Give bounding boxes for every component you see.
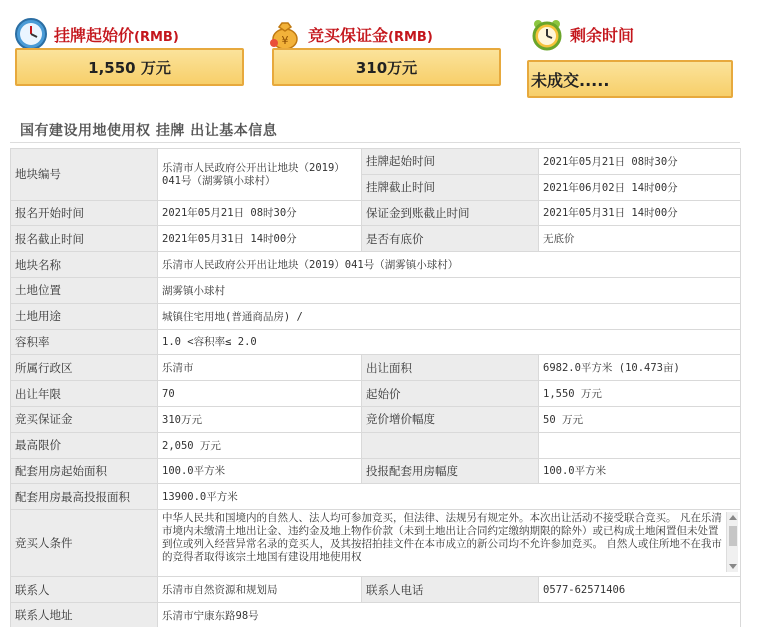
housing-step-value: 100.0平方米 xyxy=(539,458,741,484)
start-price-field-value: 1,550 万元 xyxy=(539,381,741,407)
location-label: 土地位置 xyxy=(11,277,158,303)
far-label: 容积率 xyxy=(11,329,158,355)
district-value: 乐清市 xyxy=(158,355,362,381)
housing-step-label: 投报配套用房幅度 xyxy=(362,458,539,484)
phone-value: 0577-62571406 xyxy=(539,577,741,603)
start-price-value: 1,550 万元 xyxy=(15,48,244,86)
alarm-clock-icon xyxy=(530,17,564,51)
table-row xyxy=(11,355,741,381)
deposit-deadline-label: 保证金到账截止时间 xyxy=(362,200,539,226)
listing-start-value: 2021年05月21日 08时30分 xyxy=(539,149,741,175)
signup-end-label: 报名截止时间 xyxy=(11,226,158,252)
start-price-label: 挂牌起始价(RMB) xyxy=(54,25,179,45)
table-row xyxy=(11,458,741,484)
scroll-up-arrow-icon[interactable] xyxy=(729,515,737,520)
table-row xyxy=(11,381,741,407)
max-price-value: 2,050 万元 xyxy=(158,432,362,458)
table-row xyxy=(11,602,741,627)
housing-start-label: 配套用房起始面积 xyxy=(11,458,158,484)
summary-header xyxy=(0,0,758,110)
empty-value-cell xyxy=(539,432,741,458)
district-label: 所属行政区 xyxy=(11,355,158,381)
area-value: 6982.0平方米 (10.473亩) xyxy=(539,355,741,381)
table-row xyxy=(11,200,741,226)
signup-start-label: 报名开始时间 xyxy=(11,200,158,226)
listing-start-label: 挂牌起始时间 xyxy=(362,149,539,175)
term-label: 出让年限 xyxy=(11,381,158,407)
deposit-value: 310万元 xyxy=(272,48,501,86)
area-label: 出让面积 xyxy=(362,355,539,381)
table-row xyxy=(11,329,741,355)
section-divider xyxy=(10,142,740,143)
plot-name-value: 乐清市人民政府公开出让地块（2019）041号（湖雾镇小球村） xyxy=(158,252,741,278)
remaining-label: 剩余时间 xyxy=(570,25,635,45)
start-price-field-label: 起始价 xyxy=(362,381,539,407)
section-title: 国有建设用地使用权 挂牌 出让基本信息 xyxy=(20,123,278,139)
usage-value: 城镇住宅用地(普通商品房) / xyxy=(158,303,741,329)
remaining-value: 未成交..... xyxy=(527,60,733,98)
housing-max-value: 13900.0平方米 xyxy=(158,484,741,510)
listing-info-table xyxy=(10,148,741,627)
remaining-panel xyxy=(530,14,634,54)
bid-deposit-label: 竞买保证金 xyxy=(11,406,158,432)
plot-no-value: 乐清市人民政府公开出让地块（2019）041号（湖雾镇小球村） xyxy=(158,149,362,201)
svg-text:¥: ¥ xyxy=(281,34,289,47)
contact-value: 乐清市自然资源和规划局 xyxy=(158,577,362,603)
contact-label: 联系人 xyxy=(11,577,158,603)
signup-start-value: 2021年05月21日 08时30分 xyxy=(158,200,362,226)
scroll-down-arrow-icon[interactable] xyxy=(729,564,737,569)
phone-label: 联系人电话 xyxy=(362,577,539,603)
table-row xyxy=(11,510,741,577)
table-row xyxy=(11,149,741,175)
table-row xyxy=(11,406,741,432)
deposit-deadline-value: 2021年05月31日 14时00分 xyxy=(539,200,741,226)
increment-label: 竞价增价幅度 xyxy=(362,406,539,432)
housing-max-label: 配套用房最高投报面积 xyxy=(11,484,158,510)
max-price-label: 最高限价 xyxy=(11,432,158,458)
money-bag-icon xyxy=(268,17,302,51)
far-value: 1.0 <容积率≤ 2.0 xyxy=(158,329,741,355)
conditions-body: 中华人民共和国境内的自然人、法人均可参加竞买，但法律、法规另有规定外。本次出让活动不接受联合竞买。 凡在乐清市境内未缴清土地出让金、违约金及地上物作价款（未到土地出让合同约定缴纳期限的除外）或已构成土地闲置但未处置到位或列入经营异常名录的竞买人，及其按招拍挂文件在本市成立的新公司均不允许参加竞买。 自然人或住所地不在我市的竞得者取得该宗土地国有建设用地使用权 xyxy=(162,512,722,564)
location-value: 湖雾镇小球村 xyxy=(158,277,741,303)
reserve-value: 无底价 xyxy=(539,226,741,252)
address-value: 乐清市宁康东路98号 xyxy=(158,602,741,627)
table-row xyxy=(11,432,741,458)
signup-end-value: 2021年05月31日 14时00分 xyxy=(158,226,362,252)
increment-value: 50 万元 xyxy=(539,406,741,432)
plot-name-label: 地块名称 xyxy=(11,252,158,278)
plot-no-label: 地块编号 xyxy=(11,149,158,201)
empty-label-cell xyxy=(362,432,539,458)
term-value: 70 xyxy=(158,381,362,407)
table-row xyxy=(11,484,741,510)
conditions-text[interactable] xyxy=(158,510,741,577)
conditions-label: 竞买人条件 xyxy=(11,510,158,577)
table-row xyxy=(11,252,741,278)
scroll-thumb[interactable] xyxy=(729,526,737,546)
listing-end-value: 2021年06月02日 14时00分 xyxy=(539,174,741,200)
table-row xyxy=(11,303,741,329)
bid-deposit-value: 310万元 xyxy=(158,406,362,432)
address-label: 联系人地址 xyxy=(11,602,158,627)
conditions-scrollbar[interactable] xyxy=(726,512,738,572)
listing-end-label: 挂牌截止时间 xyxy=(362,174,539,200)
reserve-label: 是否有底价 xyxy=(362,226,539,252)
housing-start-value: 100.0平方米 xyxy=(158,458,362,484)
clock-icon xyxy=(14,17,48,51)
table-row xyxy=(11,226,741,252)
deposit-label: 竞买保证金(RMB) xyxy=(308,25,433,45)
usage-label: 土地用途 xyxy=(11,303,158,329)
table-row xyxy=(11,577,741,603)
table-row xyxy=(11,277,741,303)
